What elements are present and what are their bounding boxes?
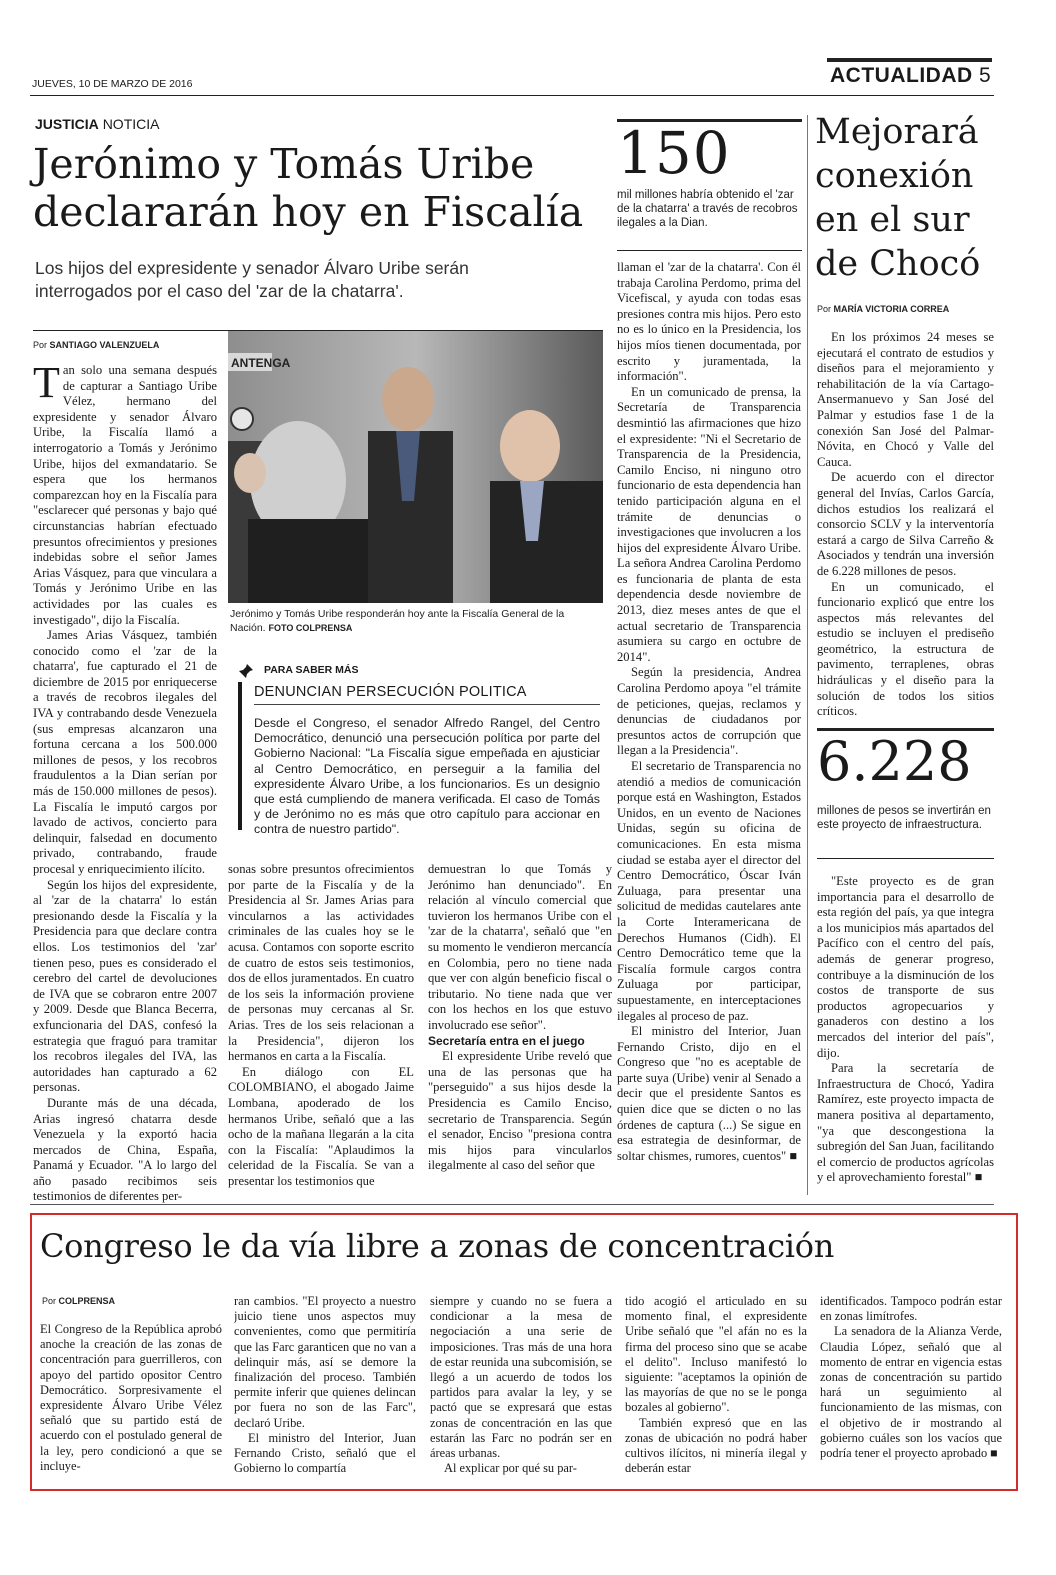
main-deck: Los hijos del expresidente y senador Álvaro Uribe serán interrogados por el caso del 'zar de la chatarra'. <box>35 258 469 301</box>
side-col-1 <box>817 330 994 723</box>
box-text: Desde el Congreso, el senador Alfredo Rangel, del Centro Democrático, denunció una persecución política por parte del Gobierno Nacional: "La Fiscalía sigue empeñada en ajusticiar al Centro Democrático, en perseguir a la familia del expresidente Álvaro Uribe, a los funcionarios. Es un designio que está cumpliendo de manera verificada. El caso de Tomás y de Jerónimo no es más que otro capítulo para accionar en contra de nuestro partido". <box>254 716 600 837</box>
bottom-col-2 <box>234 1294 416 1484</box>
side-byline: Por MARÍA VICTORIA CORREA <box>817 304 950 314</box>
kicker: JUSTICIA NOTICIA <box>35 116 160 132</box>
paragraph: tido acogió el articulado en su momento final, el expresidente Uribe señaló que "el afán no es la firma del proceso sino que se acabe el delito". Incluso manifestó lo siguiente: "aceptamos la opinión de las mayorías de que no se le ponga bozales al gobierno". <box>625 1294 807 1415</box>
paragraph: Al explicar por qué su par- <box>444 1461 577 1476</box>
paragraph: Según los hijos del expresidente, al 'zar de la chatarra' lo están presionando desde la Fiscalía y la Presidencia para que declare contra ellos. Los testimonios del 'zar' tienen peso, pues es considerado el cerebro del cartel de devoluciones de IVA que se cobraron entre 2007 y 2009. Desde que Blanca Becerra, exfuncionaria del DAS, confesó la estrategia que fraguó para tramitar los recobros ilegales del IVA, las autoridades han capturado a 62 personas. <box>33 877 217 1095</box>
section-rule <box>827 58 992 62</box>
paragraph: El expresidente Uribe reveló que una de las personas que ha "perseguido" a sus hijos desde la Presidencia es Camilo Enciso, secretario de Transparencia. Según el senador, Enciso "presiona contra mis hijos para vincularlos ilegalmente al caso del señor que <box>428 1049 612 1173</box>
pin-icon <box>238 663 254 679</box>
paragraph: El ministro del Interior, Juan Fernando Cristo, señaló que el Gobierno lo compartía <box>234 1430 416 1476</box>
paragraph: "Este proyecto es de gran importancia para el desarrollo de esta región del país, ya que integra a los municipios más apartados del Pacífico con el centro del país, además de generar progreso, contribuye a la disminución de los costos de transporte de sus productos agropecuarios y ganaderos con destino a los mercados del interior del país", dijo. <box>817 874 994 1060</box>
main-col-1 <box>33 363 217 1216</box>
bottom-col-5 <box>820 1294 1002 1484</box>
main-col-4 <box>617 260 801 1193</box>
stat-number: 150 <box>617 119 731 187</box>
paragraph: El secretario de Transparencia no atendió a medios de comunicación porque está en Washington, Estados Unidos, en un evento de Naciones Unidas, según su oficina de comunicaciones. En esta misma ciudad se estaba ayer el director del Centro Democrático, Óscar Iván Zuluaga, para presentar una solicitud de medidas cautelares ante la Corte Interamericana de Derechos Humanos (Cidh). El Centro Democrático teme que la Fiscalía formule cargos contra Zuluaga por participar, supuestamente, en interceptaciones ilegales al proceso de paz. <box>617 759 801 1023</box>
box-title: DENUNCIAN PERSECUCIÓN POLITICA <box>254 684 527 700</box>
paragraph: ran cambios. "El proyecto a nuestro juicio tiene unos aspectos muy convenientes, como que permitiría que las Farc garanticen que no van a delinquir más, así se demore la finalización del proceso. También permite inferir que quienes delincan por fuera no son de las Farc", declaró Uribe. <box>234 1294 416 1430</box>
photo-caption: Jerónimo y Tomás Uribe responderán hoy ante la Fiscalía General de la Nación. FOTO COLPRENSA <box>230 608 565 634</box>
main-col-2 <box>228 862 414 1199</box>
paragraph: De acuerdo con el director general del Invías, Carlos García, dichos estudios los realizará el consorcio SCLV y la interventoría estará a cargo de Silva Carreño & Asociados y tendrán una inversión de 6.228 millones de pesos. <box>817 470 994 578</box>
bottom-col-3 <box>430 1294 612 1484</box>
paragraph: La senadora de la Alianza Verde, Claudia López, señaló que al momento de entrar en vigencia estas zonas de concentración su partido hará un seguimiento al funcionamiento de las mismas, con el objetivo de ir mostrando al gobierno cuáles son los vacíos que podría tener el proyecto aprobado ■ <box>820 1324 1002 1461</box>
box-label: PARA SABER MÁS <box>264 664 359 676</box>
bottom-headline: Congreso le da vía libre a zonas de concentración <box>40 1227 835 1265</box>
stat-text: mil millones habría obtenido el 'zar de la chatarra' a través de recobros ilegales a la Dian. <box>617 189 798 230</box>
bottom-divider <box>30 1204 994 1205</box>
paragraph: identificados. Tampoco podrán estar en zonas limítrofes. <box>820 1294 1002 1324</box>
bottom-col-4 <box>625 1294 807 1484</box>
paragraph: demuestran lo que Tomás y Jerónimo han denunciado". En relación al vínculo comercial que tuvieron los hermanos Uribe con el 'zar de la chatarra', señaló que "en su momento le vendieron mercancía en Colombia, pero no tiene nada que ver con algún beneficio fiscal o tributario. No tiene nada que ver con los hechos en los que estuvo involucrado ese señor". <box>428 862 612 1032</box>
paragraph: llaman el 'zar de la chatarra'. Con él trabaja Carolina Perdomo, prima del Vicefiscal, y ayuda con todas esas presiones contra mis hijos. Pero esto no es lo único en la Presidencia, los hijos míos tienen documentada, por escrito y juramentada, la información". <box>617 260 801 384</box>
paragraph: siempre y cuando no se fuera a condicionar a la mesa de negociación a una serie de imposiciones. Tras más de una hora de estar reunida una subcomisión, se llegó a un acuerdo de todos los partidos para avalar la ley, y se pactó que se expresará que estas zonas de concentración en las que estarán las Farc no podrán ser en áreas urbanas. <box>430 1294 612 1461</box>
drop-cap: T <box>33 363 60 407</box>
paragraph: En un comunicado, el funcionario explicó que entre los aspectos más relevantes del estudio se incluyen el prediseño geométrico, la estructura de pavimento, terraplenes, obras hidráulicas y el diseño para la solución de todos los sitios críticos. <box>817 579 994 719</box>
paragraph: Según la presidencia, Andrea Carolina Perdomo apoya "el trámite de peticiones, quejas, reclamos y denuncias de ciudadanos por presuntos actos de corrupción que llegan a la Presidencia". <box>617 665 801 758</box>
box-title-rule <box>254 704 600 705</box>
bottom-col-1 <box>40 1322 222 1482</box>
paragraph: Durante más de una década, Arias ingresó chatarra desde Venezuela y la exportó hacia mercados de China, España, Panamá y Ecuador. "A lo largo del año pasado recibimos seis testimonios de diferentes per- <box>33 1095 217 1204</box>
subheading: Secretaría entra en el juego <box>428 1033 585 1048</box>
paragraph: En un comunicado de prensa, la Secretaría de Transparencia desmintió las afirmaciones que hizo el expresidente: "Ni el Secretario de Transparencia de la Presidencia, Camilo Enciso, ni ninguno otro funcionario de esta dependencia han tenido participación alguna en el trámite de denuncias o investigaciones que involucren a los hijos del expresidente Álvaro Uribe. La señora Andrea Carolina Perdomo es funcionaria de planta de esta dependencia desde noviembre de 2013, diez meses antes de que el actual secretario de Transparencia asumiera su cargo en octubre de 2014". <box>617 384 801 664</box>
box-side-rule <box>238 682 242 830</box>
photo-sign-text: ANTENGA <box>231 356 291 370</box>
page-number: 5 <box>979 64 992 87</box>
side-stat-bottom-rule <box>817 858 994 859</box>
paragraph: James Arias Vásquez, también conocido como el 'zar de la chatarra', fue capturado el 21 de diciembre de 2015 por enriquecerse a través de recobros ilegales del IVA y contrabando desde Venezuela (sus empresas alcanzaron una fortuna cercana a los 500.000 millones de pesos, y los recobros fraudulentos a la Dian serían por más de 150.000 millones de pesos). La Fiscalía le imputó cargos por lavado de activos, concierto para delinquir, falsedad en documento privado, contrabando, fraude procesal y enriquecimiento ilícito. <box>33 628 217 876</box>
paragraph: En los próximos 24 meses se ejecutará el contrato de estudios y diseños para el mejoramiento y rehabilitación de la vía Cartago-Ansermanuevo y San José del Palmar y estudios fase 1 de la conexión San José del Palmar-Nóvita, en Chocó y Valle del Cauca. <box>817 330 994 469</box>
main-byline: Por SANTIAGO VALENZUELA <box>33 340 160 350</box>
side-stat-text: millones de pesos se invertirán en este proyecto de infraestructura. <box>817 805 991 832</box>
side-stat-number: 6.228 <box>817 730 972 793</box>
article-photo <box>228 331 603 603</box>
main-col-3 <box>428 862 612 1199</box>
side-headline: Mejorará conexión en el sur de Chocó <box>815 112 981 284</box>
bottom-byline: Por COLPRENSA <box>42 1296 116 1306</box>
paragraph: Tan solo una semana después de capturar a Santiago Uribe Vélez, hermano del expresidente y senador Álvaro Uribe, la Fiscalía llamó a interrogatorio a Tomás y Jerónimo Uribe, hijos del exmandatario. Se espera que los hermanos comparezcan hoy en la Fiscalía para "esclarecer qué personas y bajo qué circunstancias habrían efectuado presuntos ofrecimientos y presiones indebidas sobre el señor James Arias Vásquez, para que vinculara a Tomás y Jerónimo Uribe en las actividades por las cuales es investigado", dijo la Fiscalía. <box>33 363 217 627</box>
header-divider <box>30 95 994 96</box>
stat-bottom-rule <box>617 250 802 251</box>
paragraph: sonas sobre presuntos ofrecimientos por parte de la Fiscalía y de la Presidencia al Sr. James Arias para vincularnos a las actividades criminales de las cuales hoy se le acusa. Contamos con soporte escrito de cuatro de estos seis testimonios, dos de ellos juramentados. En cuatro de los seis la información proviene de personas muy cercanas al Sr. Arias. Tres de los seis relacionan a la Presidencia", dijeron los hermanos en carta a la Fiscalía. <box>228 862 414 1064</box>
photo-illustration <box>228 331 603 603</box>
issue-date: JUEVES, 10 DE MARZO DE 2016 <box>32 78 193 90</box>
main-headline: Jerónimo y Tomás Uribe declararán hoy en Fiscalía <box>33 140 584 236</box>
section-label: ACTUALIDAD 5 <box>830 64 992 87</box>
side-col-2 <box>817 874 994 1194</box>
paragraph: El Congreso de la República aprobó anoche la creación de las zonas de concentración para guerrilleros, con apoyo del partido opositor Centro Democrático. Sorpresivamente el expresidente Álvaro Uribe Vélez señaló que su partido está de acuerdo con el postulado general de la ley, pero condicionó a que se incluye- <box>40 1322 222 1473</box>
info-box <box>238 660 600 837</box>
paragraph: El ministro del Interior, Juan Fernando Cristo, dijo en el Congreso que "no es aceptable de parte suya (Uribe) venir al Senado a decir que el presidente Santos es quien dice que se dicten o no las órdenes de captura (...) Se sigue en esa estrategia de desinformar, de soltar chismes, rumores, cuentos" ■ <box>617 1024 801 1163</box>
paragraph: También expresó que en las zonas de ubicación no podrá haber cultivos ilícitos, ni minería ilegal y deberán estar <box>625 1415 807 1476</box>
column-divider <box>807 115 808 1195</box>
paragraph: Para la secretaría de Infraestructura de Chocó, Yadira Ramírez, este proyecto impacta de manera positiva al departamento, "ya que descongestiona la subregión del San Juan, facilitando el comercio de productos agrícolas y el aprovechamiento forestal" ■ <box>817 1061 994 1185</box>
paragraph: En diálogo con EL COLOMBIANO, el abogado Jaime Lombana, apoderado de los hermanos Uribe, señaló que a las ocho de la mañana llegarán a la cita con la Fiscalía: "Aplaudimos la celeridad de la Fiscalía. Se van a presentar los testimonios que <box>228 1064 414 1188</box>
